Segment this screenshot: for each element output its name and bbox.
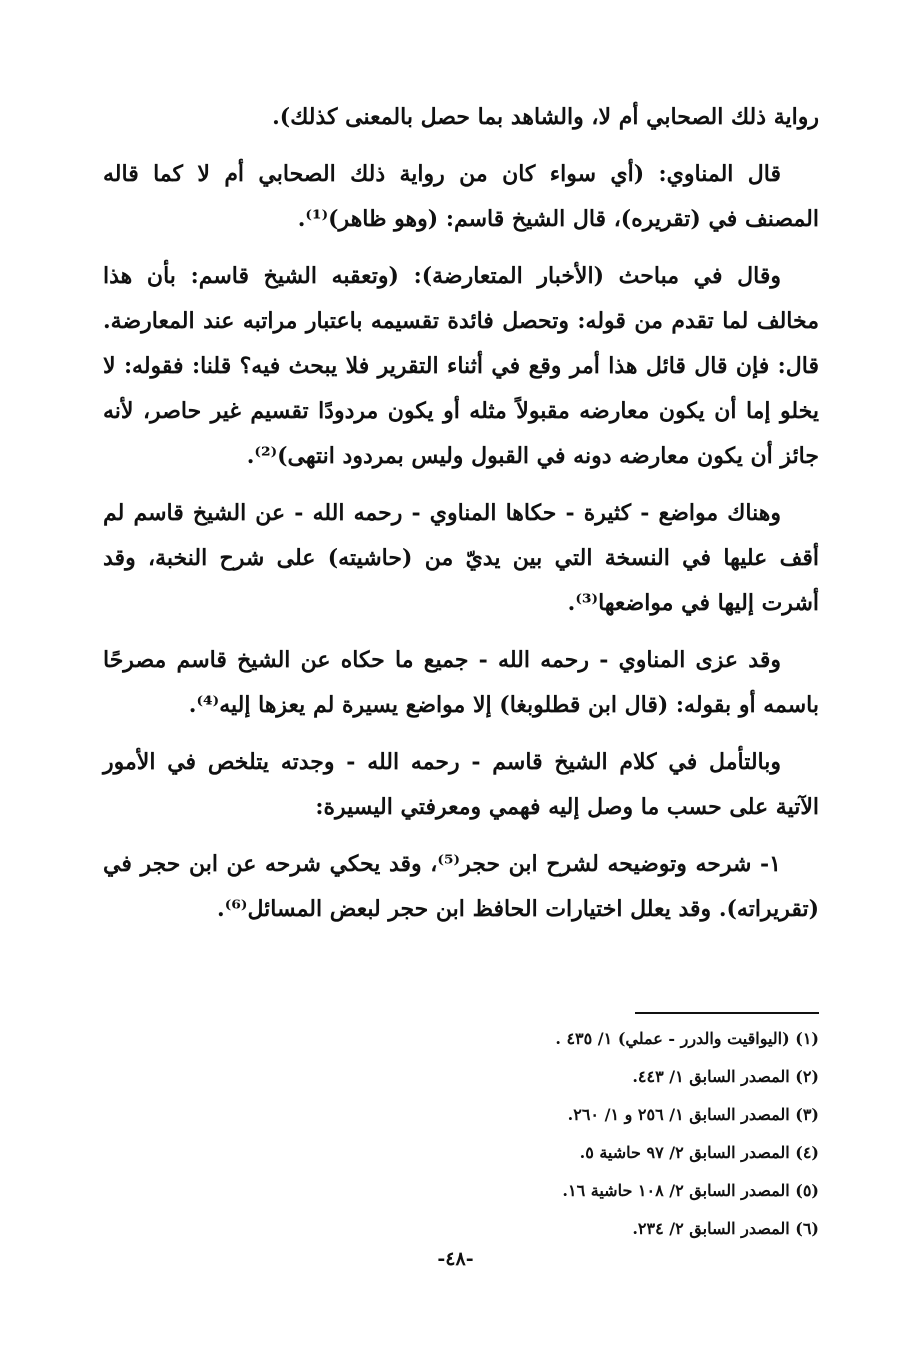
footnotes [103,1020,819,1248]
footnote-2: (٢) المصدر السابق ١/ ٤٤٣. [632,1067,819,1086]
paragraph-7: ١- شرحه وتوضيحه لشرح ابن حجر⁽⁵⁾، وقد يحكي شرحه عن ابن حجر في (تقريراته). وقد يعلل اختيارات الحافظ ابن حجر لبعض المسائل⁽⁶⁾. [103,851,819,922]
footnote-5: (٥) المصدر السابق ٢/ ١٠٨ حاشية ١٦. [562,1181,819,1200]
footnote-4: (٤) المصدر السابق ٢/ ٩٧ حاشية ٥. [579,1143,819,1162]
footnote-3: (٣) المصدر السابق ١/ ٢٥٦ و ١/ ٢٦٠. [567,1105,819,1124]
paragraph-4: وهناك مواضع - كثيرة - حكاها المناوي - رحمه الله - عن الشيخ قاسم لم أقف عليها في النسخة التي بين يديّ من (حاشيته) على شرح النخبة، وقد أشرت إليها في مواضعها⁽³⁾. [103,500,819,616]
paragraph-1: رواية ذلك الصحابي أم لا، والشاهد بما حصل بالمعنى كذلك). [272,104,819,130]
footnote-divider [635,1012,819,1014]
footnote-1: (١) (اليواقيت والدرر - عملي) ١/ ٤٣٥ . [555,1029,819,1048]
main-text [103,95,819,932]
paragraph-6: وبالتأمل في كلام الشيخ قاسم - رحمه الله - وجدته يتلخص في الأمور الآتية على حسب ما وصل إليه فهمي ومعرفتي اليسيرة: [103,749,819,820]
paragraph-2: قال المناوي: (أي سواء كان من رواية ذلك الصحابي أم لا كما قاله المصنف في (تقريره)، قال الشيخ قاسم: (وهو ظاهر)⁽¹⁾. [103,161,819,232]
paragraph-3: وقال في مباحث (الأخبار المتعارضة): (وتعقبه الشيخ قاسم: بأن هذا مخالف لما تقدم من قوله: وتحصل فائدة تقسيمه باعتبار مراتبه عند المعارضة. قال: فإن قال قائل هذا أمر وقع في أثناء التقرير فلا يبحث فيه؟ قلنا: فقوله: لا يخلو إما أن يكون معارضه مقبولاً مثله أو يكون مردودًا تقسيم غير حاصر، لأنه جائز أن يكون معارضه دونه في القبول وليس بمردود انتهى)⁽²⁾. [103,263,819,469]
footnote-6: (٦) المصدر السابق ٢/ ٢٣٤. [632,1219,819,1238]
page-number: -٤٨- [437,1248,474,1270]
paragraph-5: وقد عزى المناوي - رحمه الله - جميع ما حكاه عن الشيخ قاسم مصرحًا باسمه أو بقوله: (قال ابن قطلوبغا) إلا مواضع يسيرة لم يعزها إليه⁽⁴⁾. [103,647,819,718]
